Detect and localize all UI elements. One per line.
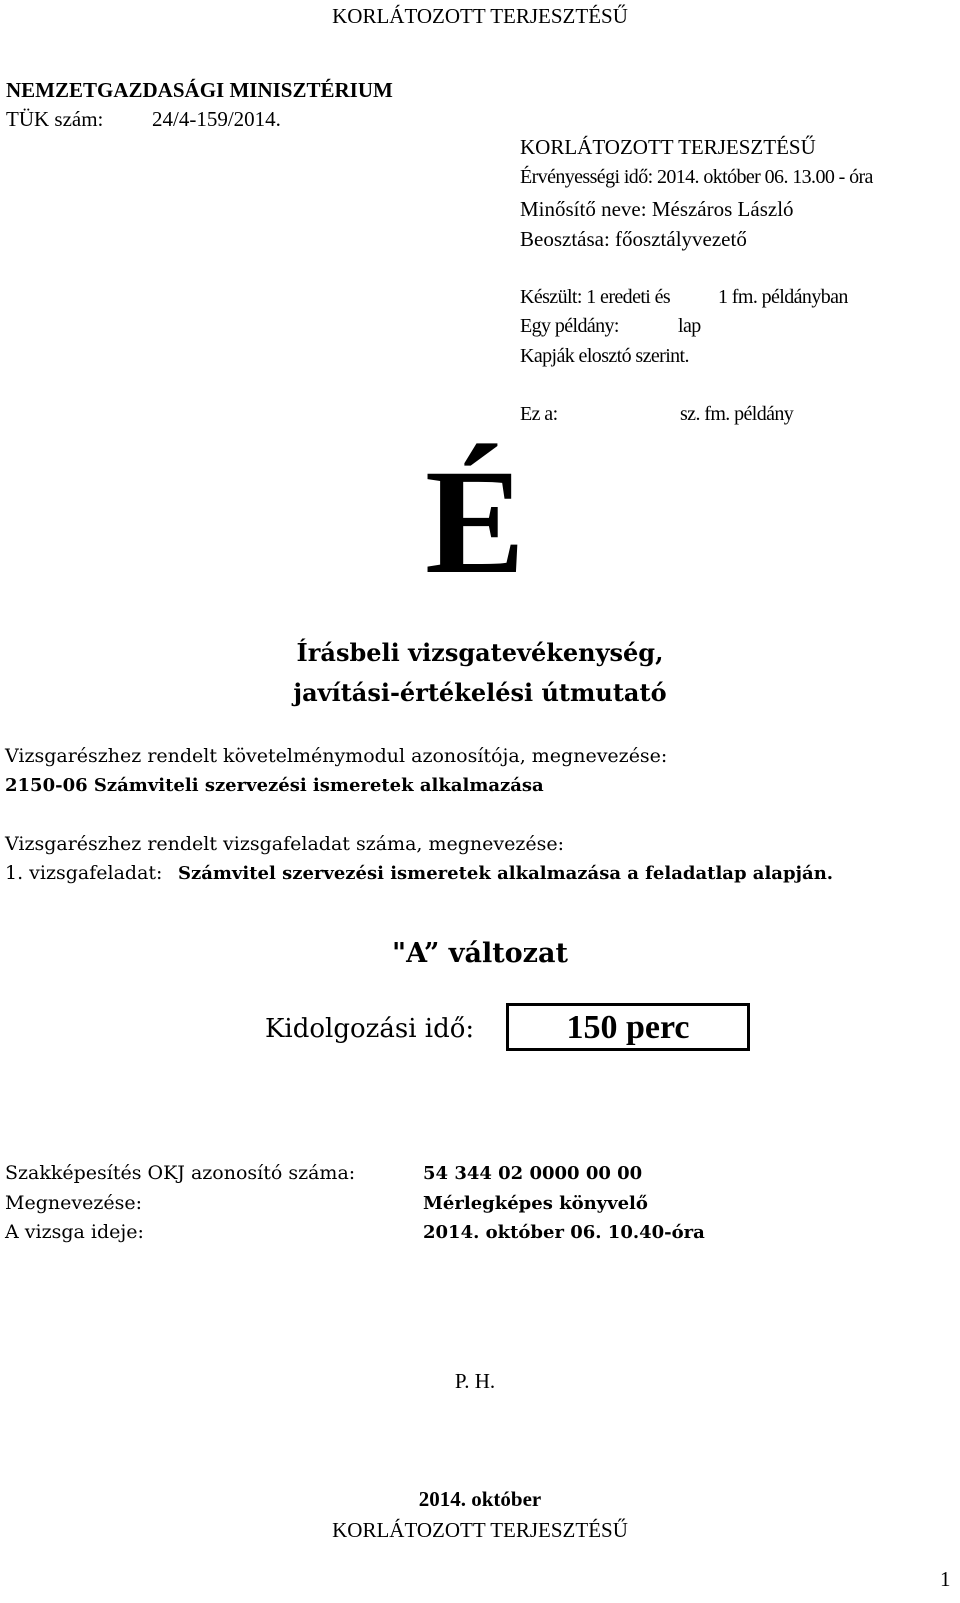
level-letter: É	[424, 439, 526, 605]
module-label: Vizsgarészhez rendelt követelménymodul azonosítója, megnevezése:	[5, 745, 668, 767]
task-name: Számvitel szervezési ismeretek alkalmazása a feladatlap alapján.	[178, 863, 834, 884]
okj-number: 54 344 02 0000 00 00	[423, 1163, 643, 1184]
tuk-label: TÜK szám:	[6, 107, 104, 131]
pages-unit: lap	[678, 315, 701, 337]
duration-box	[506, 1003, 750, 1051]
copy-number: sz. fm. példány	[680, 403, 794, 425]
classifier-name: Minősítő neve: Mészáros László	[520, 197, 794, 221]
this-copy-label: Ez a:	[520, 403, 558, 425]
module-name: 2150-06 Számviteli szervezési ismeretek alkalmazása	[5, 775, 544, 796]
task-label: Vizsgarészhez rendelt vizsgafeladat száma, megnevezése:	[5, 833, 565, 855]
qualification-name-label: Megnevezése:	[5, 1192, 142, 1214]
copies-count: 1 fm. példányban	[718, 286, 848, 308]
exam-date: 2014. október 06. 10.40-óra	[423, 1222, 705, 1243]
classifier-position: Beosztása: főosztályvezető	[520, 227, 747, 251]
task-prefix: 1. vizsgafeladat:	[5, 862, 163, 884]
page-number: 1	[940, 1567, 951, 1591]
variant-label: "A” változat	[392, 938, 568, 969]
ministry-name: NEMZETGAZDASÁGI MINISZTÉRIUM	[6, 78, 393, 102]
document-title-line1: Írásbeli vizsgatevékenység,	[296, 638, 664, 667]
restricted-header: KORLÁTOZOTT TERJESZTÉSŰ	[332, 4, 628, 28]
okj-label: Szakképesítés OKJ azonosító száma:	[5, 1162, 356, 1184]
distribution-note: Kapják elosztó szerint.	[520, 345, 689, 367]
duration-value: 150 perc	[566, 1009, 690, 1046]
pages-per-copy: Egy példány:	[520, 315, 619, 337]
restricted-footer: KORLÁTOZOTT TERJESZTÉSŰ	[332, 1518, 628, 1542]
seal-placeholder: P. H.	[454, 1369, 496, 1393]
qualification-name: Mérlegképes könyvelő	[423, 1193, 648, 1214]
footer-date: 2014. október	[418, 1487, 542, 1511]
document-title-line2: javítási-értékelési útmutató	[293, 678, 667, 707]
duration-label: Kidolgozási idő:	[265, 1014, 475, 1044]
copies-made: Készült: 1 eredeti és	[520, 286, 671, 308]
tuk-number: 24/4-159/2014.	[152, 107, 281, 131]
validity-period: Érvényességi idő: 2014. október 06. 13.00 - óra	[520, 166, 873, 188]
exam-date-label: A vizsga ideje:	[5, 1221, 144, 1243]
classification-restricted: KORLÁTOZOTT TERJESZTÉSŰ	[520, 135, 816, 159]
